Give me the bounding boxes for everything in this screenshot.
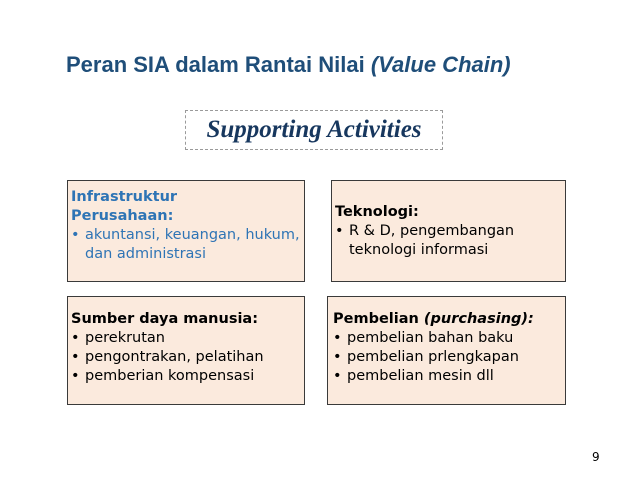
list-item-text: pemberian kompensasi xyxy=(85,368,255,384)
slide-title xyxy=(66,52,511,78)
bullet-icon: • xyxy=(71,330,80,346)
list-item xyxy=(71,367,304,386)
purchasing-heading-main: Pembelian xyxy=(333,311,419,327)
list-item xyxy=(71,348,304,367)
bullet-icon: • xyxy=(71,227,80,243)
list-item-text: pengontrakan, pelatihan xyxy=(85,349,264,365)
list-item xyxy=(333,348,565,367)
supporting-activities-label: Supporting Activities xyxy=(185,110,443,150)
purchasing-card xyxy=(327,296,566,405)
list-item-text: akuntansi, keuangan, hukum, dan administrasi xyxy=(85,227,300,262)
human-resources-card xyxy=(67,296,305,405)
list-item xyxy=(71,329,304,348)
list-item-text: perekrutan xyxy=(85,330,165,346)
human-resources-heading: Sumber daya manusia: xyxy=(71,311,259,327)
list-item-text: pembelian mesin dll xyxy=(347,368,494,384)
infrastructure-heading xyxy=(71,188,304,226)
technology-list xyxy=(335,222,565,260)
list-item-text: pembelian bahan baku xyxy=(347,330,514,346)
slide-title-main: Peran SIA dalam Rantai Nilai xyxy=(66,52,365,77)
slide-title-italic: (Value Chain) xyxy=(370,52,511,77)
purchasing-heading-italic: (purchasing): xyxy=(423,311,534,327)
bullet-icon: • xyxy=(333,349,342,365)
list-item xyxy=(333,367,565,386)
bullet-icon: • xyxy=(333,330,342,346)
purchasing-heading xyxy=(333,310,565,329)
list-item xyxy=(333,329,565,348)
infrastructure-list xyxy=(71,226,304,264)
list-item xyxy=(335,222,565,260)
infrastructure-heading-line2: Perusahaan: xyxy=(71,208,174,224)
bullet-icon: • xyxy=(335,223,344,239)
page-number: 9 xyxy=(592,450,600,464)
technology-heading: Teknologi: xyxy=(335,204,419,220)
list-item-text: R & D, pengembangan teknologi informasi xyxy=(349,223,515,258)
infrastructure-heading-line1: Infrastruktur xyxy=(71,189,178,205)
list-item-text: pembelian prlengkapan xyxy=(347,349,519,365)
bullet-icon: • xyxy=(71,349,80,365)
technology-card xyxy=(331,180,566,282)
purchasing-list xyxy=(333,329,565,386)
bullet-icon: • xyxy=(333,368,342,384)
human-resources-list xyxy=(71,329,304,386)
infrastructure-card xyxy=(67,180,305,282)
bullet-icon: • xyxy=(71,368,80,384)
list-item xyxy=(71,226,304,264)
